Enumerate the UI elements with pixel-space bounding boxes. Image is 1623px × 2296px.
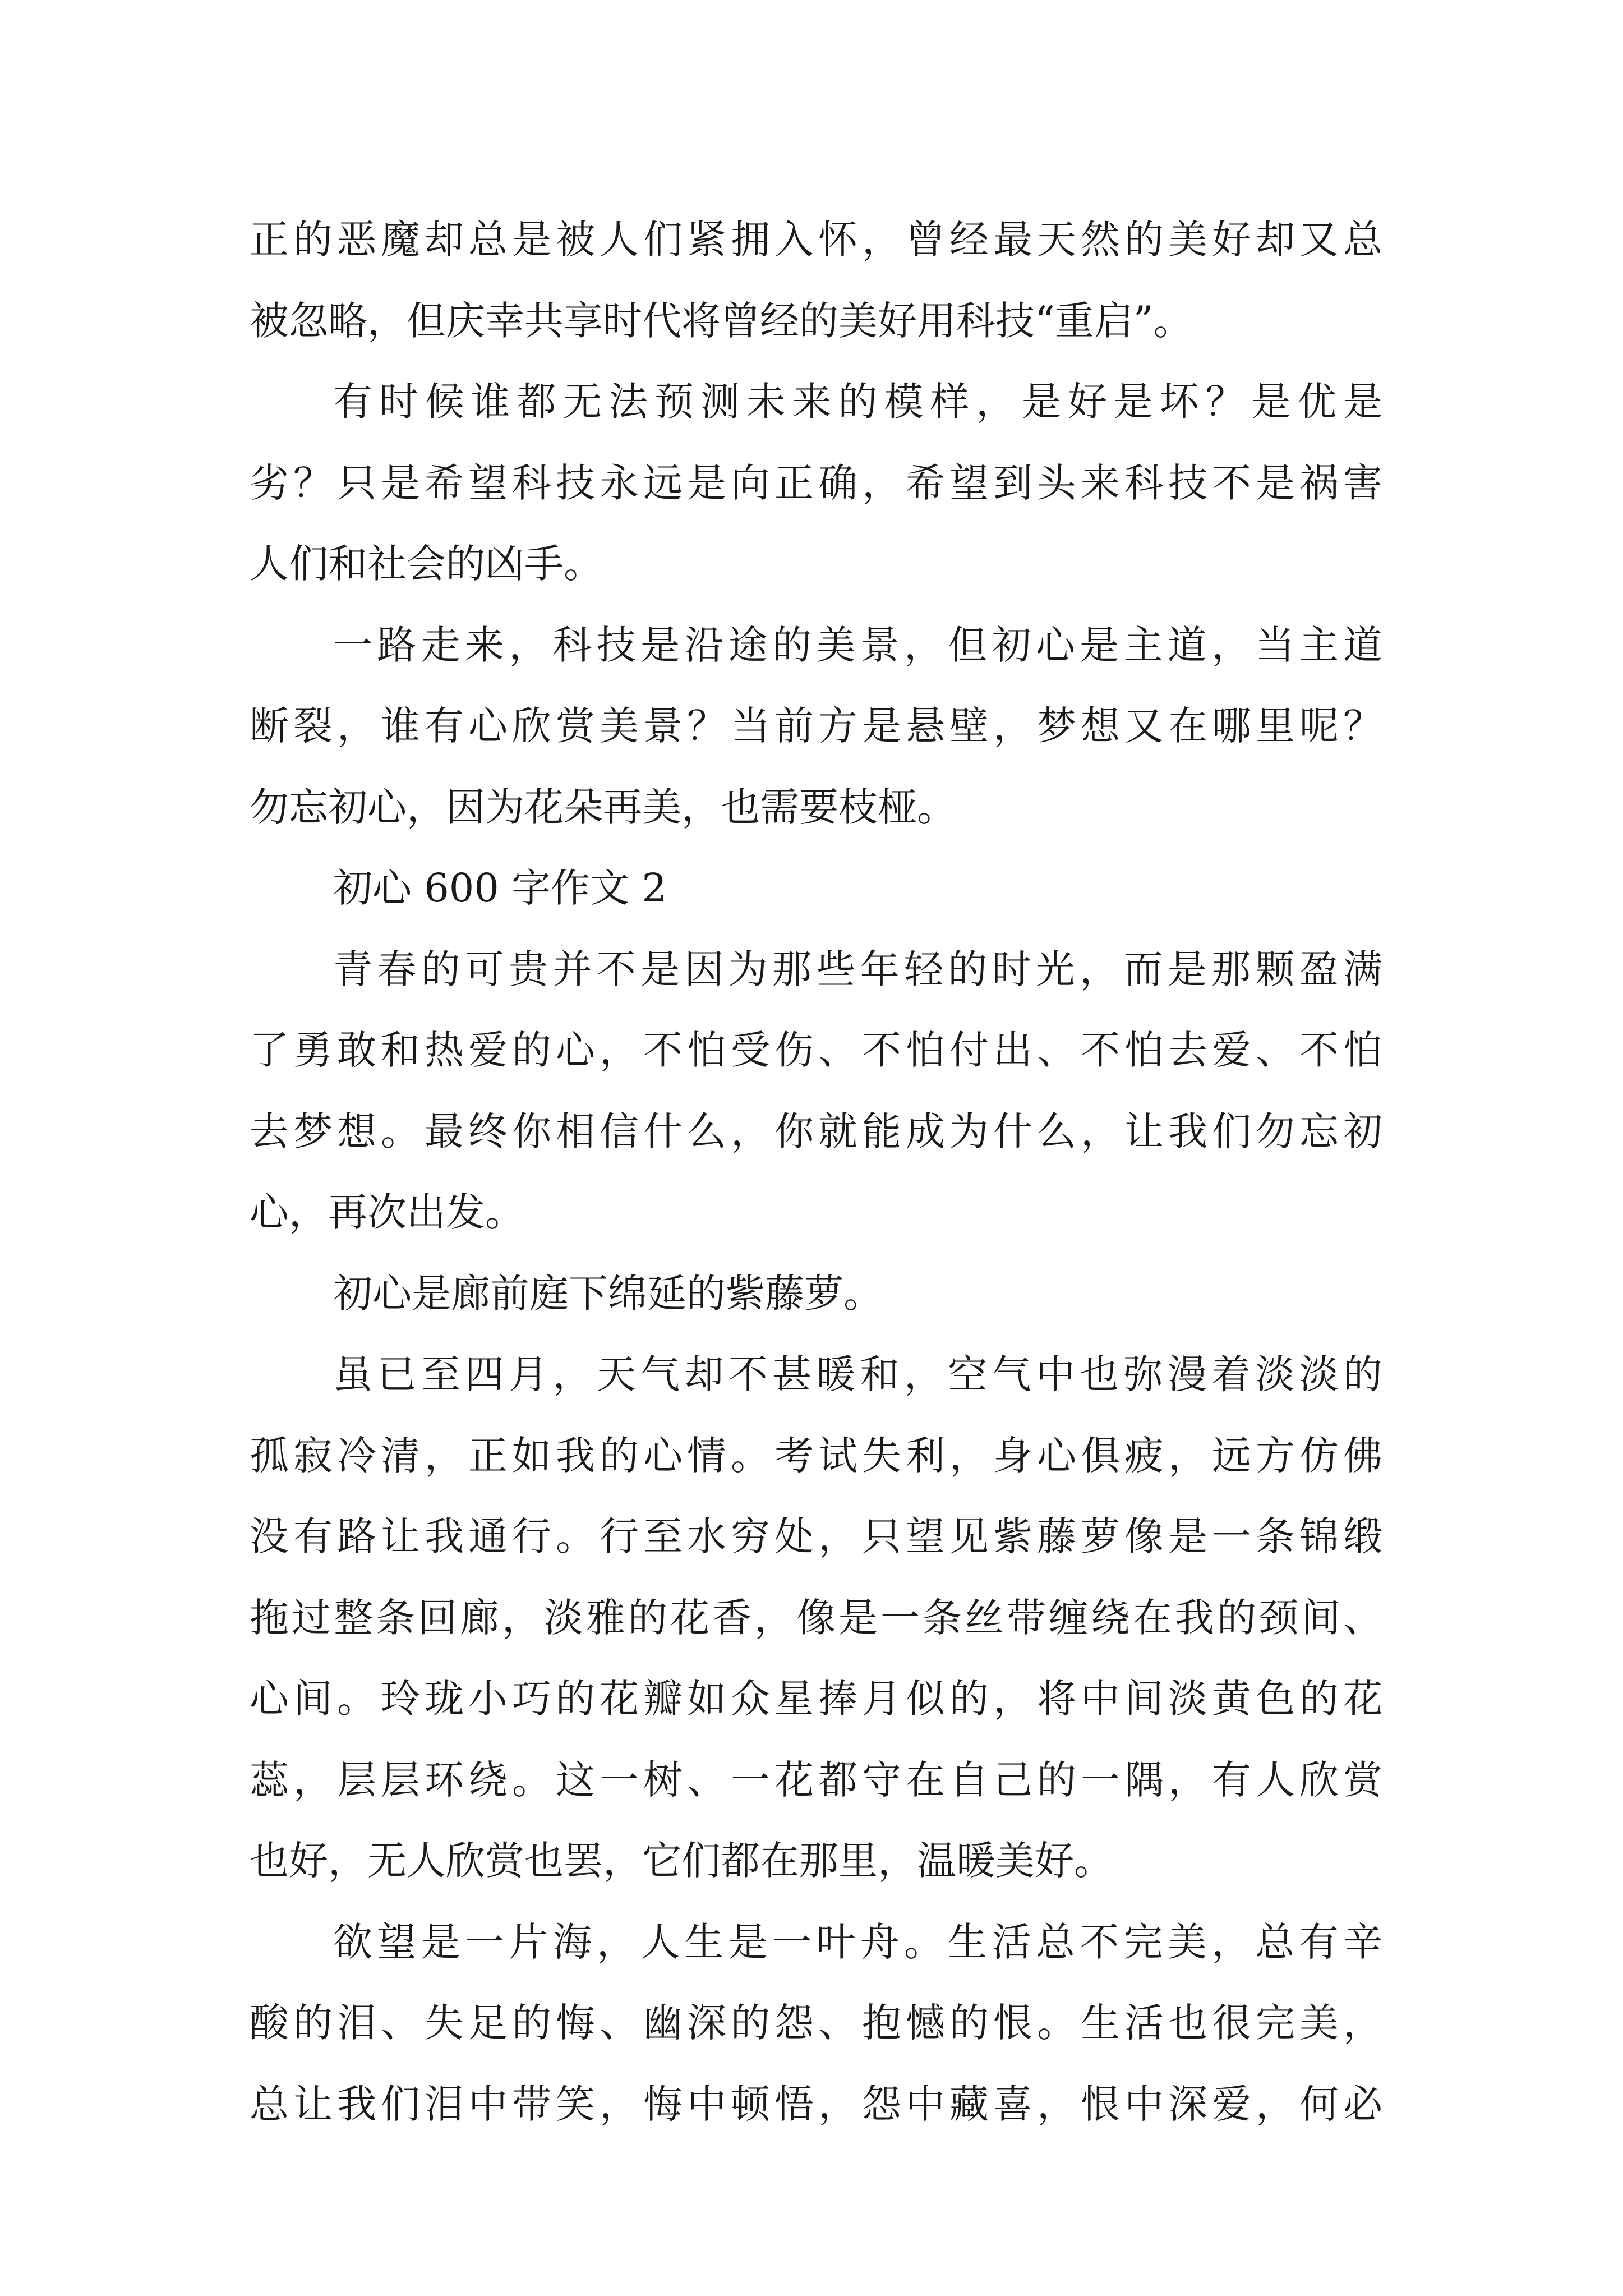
text-line: 了勇敢和热爱的心，不怕受伤、不怕付出、不怕去爱、不怕 [250,1027,1382,1073]
text-line: 也好，无人欣赏也罢，它们都在那里，温暖美好。 [250,1838,1113,1884]
text-line: 心，再次出发。 [250,1189,524,1235]
text-line: 勿忘初心，因为花朵再美，也需要枝桠。 [250,784,956,830]
text-line: 初心是廊前庭下绵延的紫藤萝。 [333,1270,883,1317]
text-line: 被忽略，但庆幸共享时代将曾经的美好用科技“重启”。 [250,297,1193,344]
text-line: 一路走来，科技是沿途的美景，但初心是主道，当主道 [333,622,1382,668]
text-line: 人们和社会的凶手。 [250,541,603,587]
text-line: 虽已至四月，天气却不甚暖和，空气中也弥漫着淡淡的 [333,1351,1382,1397]
text-line: 拖过整条回廊，淡雅的花香，像是一条丝带缠绕在我的颈间、 [250,1594,1382,1641]
text-line: 孤寂冷清，正如我的心情。考试失利，身心俱疲，远方仿佛 [250,1432,1382,1479]
text-line: 酸的泪、失足的悔、幽深的怨、抱憾的恨。生活也很完美， [250,2000,1382,2046]
text-line: 去梦想。最终你相信什么，你就能成为什么，让我们勿忘初 [250,1108,1382,1154]
text-line: 断裂，谁有心欣赏美景？当前方是悬壁，梦想又在哪里呢？ [250,703,1382,749]
text-line: 总让我们泪中带笑，悔中顿悟，怨中藏喜，恨中深爱，何必 [250,2081,1382,2127]
text-line: 青春的可贵并不是因为那些年轻的时光，而是那颗盈满 [333,946,1382,992]
body-text [250,199,1382,2145]
text-line: 蕊，层层环绕。这一树、一花都守在自己的一隅，有人欣赏 [250,1756,1382,1803]
text-line: 没有路让我通行。行至水穷处，只望见紫藤萝像是一条锦缎 [250,1513,1382,1559]
text-line: 初心 600 字作文 2 [333,865,667,911]
text-line: 欲望是一片海，人生是一叶舟。生活总不完美，总有辛 [333,1918,1382,1965]
text-line: 有时候谁都无法预测未来的模样，是好是坏？是优是 [333,379,1382,425]
text-line: 劣？只是希望科技永远是向正确，希望到头来科技不是祸害 [250,459,1382,506]
text-line: 心间。玲珑小巧的花瓣如众星捧月似的，将中间淡黄色的花 [250,1676,1382,1722]
text-line: 正的恶魔却总是被人们紧拥入怀，曾经最天然的美好却又总 [250,217,1382,263]
